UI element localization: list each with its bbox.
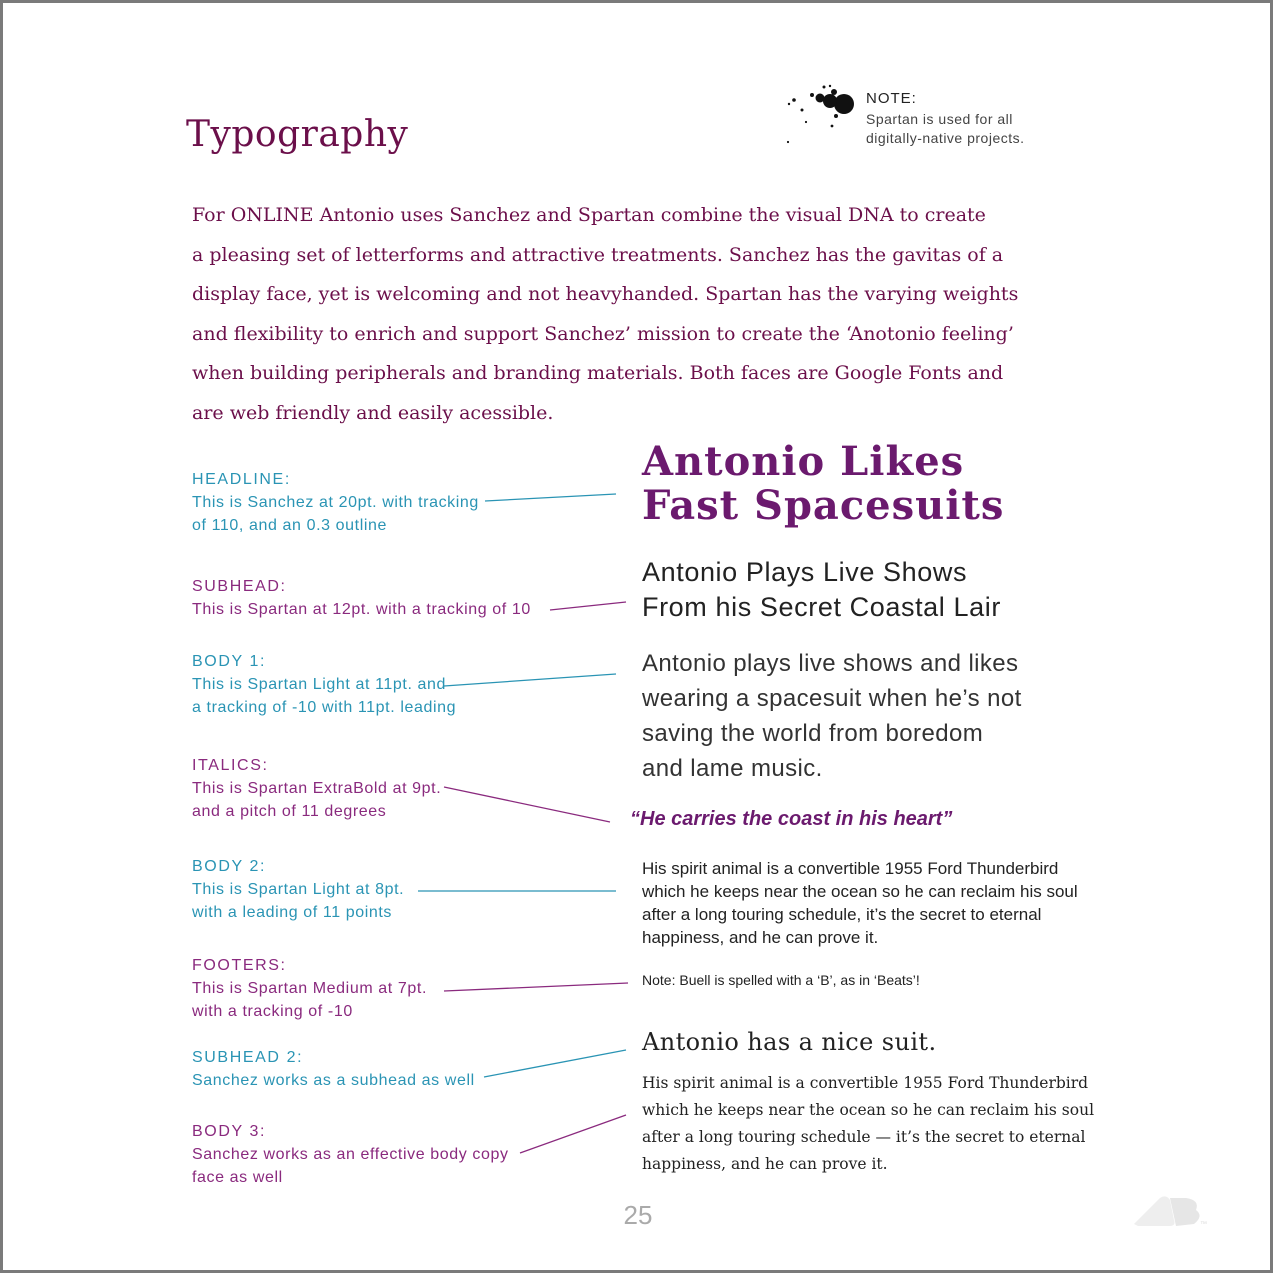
spec-line: This is Spartan Medium at 7pt.: [192, 980, 427, 997]
spec-line: and a pitch of 11 degrees: [192, 803, 387, 820]
body1-line: Antonio plays live shows and likes: [642, 650, 1019, 677]
intro-line: are web friendly and easily acessible.: [192, 401, 554, 424]
intro-line: when building peripherals and branding materials. Both faces are Google Fonts and: [192, 362, 1004, 385]
spec-label: BODY 1:: [192, 653, 267, 670]
sample-footer: Note: Buell is spelled with a ‘B’, as in ‘Beats’!: [642, 972, 920, 988]
sample-body2: [642, 857, 1078, 949]
intro-line: a pleasing set of letterforms and attractive treatments. Sanchez has the gavitas of a: [192, 243, 1004, 266]
spec-line: Sanchez works as a subhead as well: [192, 1072, 475, 1089]
svg-text:™: ™: [1200, 1221, 1207, 1228]
spec-label: SUBHEAD:: [192, 578, 287, 595]
sample-body3: [642, 1070, 1094, 1178]
connector-line: [520, 1115, 626, 1153]
sample-italics: “He carries the coast in his heart”: [630, 808, 953, 830]
spec-line: This is Sanchez at 20pt. with tracking: [192, 494, 479, 511]
spec-line: a tracking of -10 with 11pt. leading: [192, 699, 457, 716]
headline-line: Antonio Likes: [642, 438, 965, 485]
note-line: Spartan is used for all: [866, 111, 1013, 127]
page-title: Typography: [186, 114, 409, 155]
body2-line: after a long touring schedule, it’s the secret to eternal: [642, 905, 1042, 924]
connector-line: [484, 1050, 626, 1077]
body3-line: which he keeps near the ocean so he can reclaim his soul: [642, 1101, 1095, 1119]
spec-label: HEADLINE:: [192, 471, 291, 488]
spec-line: of 110, and an 0.3 outline: [192, 517, 388, 534]
connector-line: [485, 494, 616, 501]
headline-line: Fast Spacesuits: [642, 482, 1005, 529]
connector-line: [444, 674, 616, 686]
intro-line: display face, yet is welcoming and not heavyhanded. Spartan has the varying weights: [192, 283, 1019, 306]
sample-subhead2: Antonio has a nice suit.: [642, 1028, 937, 1056]
sample-subhead: [642, 555, 1001, 625]
spec-line: face as well: [192, 1169, 283, 1186]
spec-line: with a leading of 11 points: [192, 904, 393, 921]
page-number: 25: [623, 1200, 653, 1230]
body3-line: His spirit animal is a convertible 1955 Ford Thunderbird: [642, 1074, 1089, 1092]
note-line: digitally-native projects.: [866, 130, 1025, 146]
connector-line: [550, 602, 626, 610]
spec-label: ITALICS:: [192, 757, 269, 774]
subhead-line: From his Secret Coastal Lair: [642, 592, 1001, 622]
body3-line: happiness, and he can prove it.: [642, 1155, 888, 1173]
body1-line: and lame music.: [642, 755, 823, 782]
intro-line: For ONLINE Antonio uses Sanchez and Spartan combine the visual DNA to create: [192, 204, 986, 226]
spec-line: with a tracking of -10: [192, 1003, 353, 1020]
spec-label: BODY 2:: [192, 858, 267, 875]
sample-headline: [642, 440, 1004, 528]
body1-line: wearing a spacesuit when he’s not: [642, 685, 1022, 712]
spec-line: Sanchez works as an effective body copy: [192, 1146, 509, 1163]
sample-body1: [642, 646, 1022, 786]
body1-line: saving the world from boredom: [642, 720, 984, 747]
subhead-line: Antonio Plays Live Shows: [642, 557, 968, 587]
spec-label: SUBHEAD 2:: [192, 1049, 304, 1066]
connector-line: [444, 983, 628, 991]
spec-line: This is Spartan Light at 11pt. and: [192, 676, 447, 693]
body2-line: His spirit animal is a convertible 1955 Ford Thunderbird: [642, 859, 1059, 878]
body3-line: after a long touring schedule — it’s the secret to eternal: [642, 1128, 1086, 1146]
spec-label: BODY 3:: [192, 1123, 267, 1140]
spec-line: This is Spartan at 12pt. with a tracking of 10: [192, 601, 531, 618]
spec-line: This is Spartan ExtraBold at 9pt.: [192, 780, 442, 797]
intro-line: and flexibility to enrich and support Sanchez’ mission to create the ‘Anotonio feeling’: [192, 322, 1014, 345]
connector-line: [444, 787, 610, 822]
ab-logo-icon: [1130, 1190, 1220, 1230]
body2-line: happiness, and he can prove it.: [642, 928, 879, 947]
spec-label: FOOTERS:: [192, 957, 287, 974]
body2-line: which he keeps near the ocean so he can reclaim his soul: [642, 882, 1078, 901]
note-label: NOTE:: [866, 90, 917, 107]
spec-line: This is Spartan Light at 8pt.: [192, 881, 405, 898]
